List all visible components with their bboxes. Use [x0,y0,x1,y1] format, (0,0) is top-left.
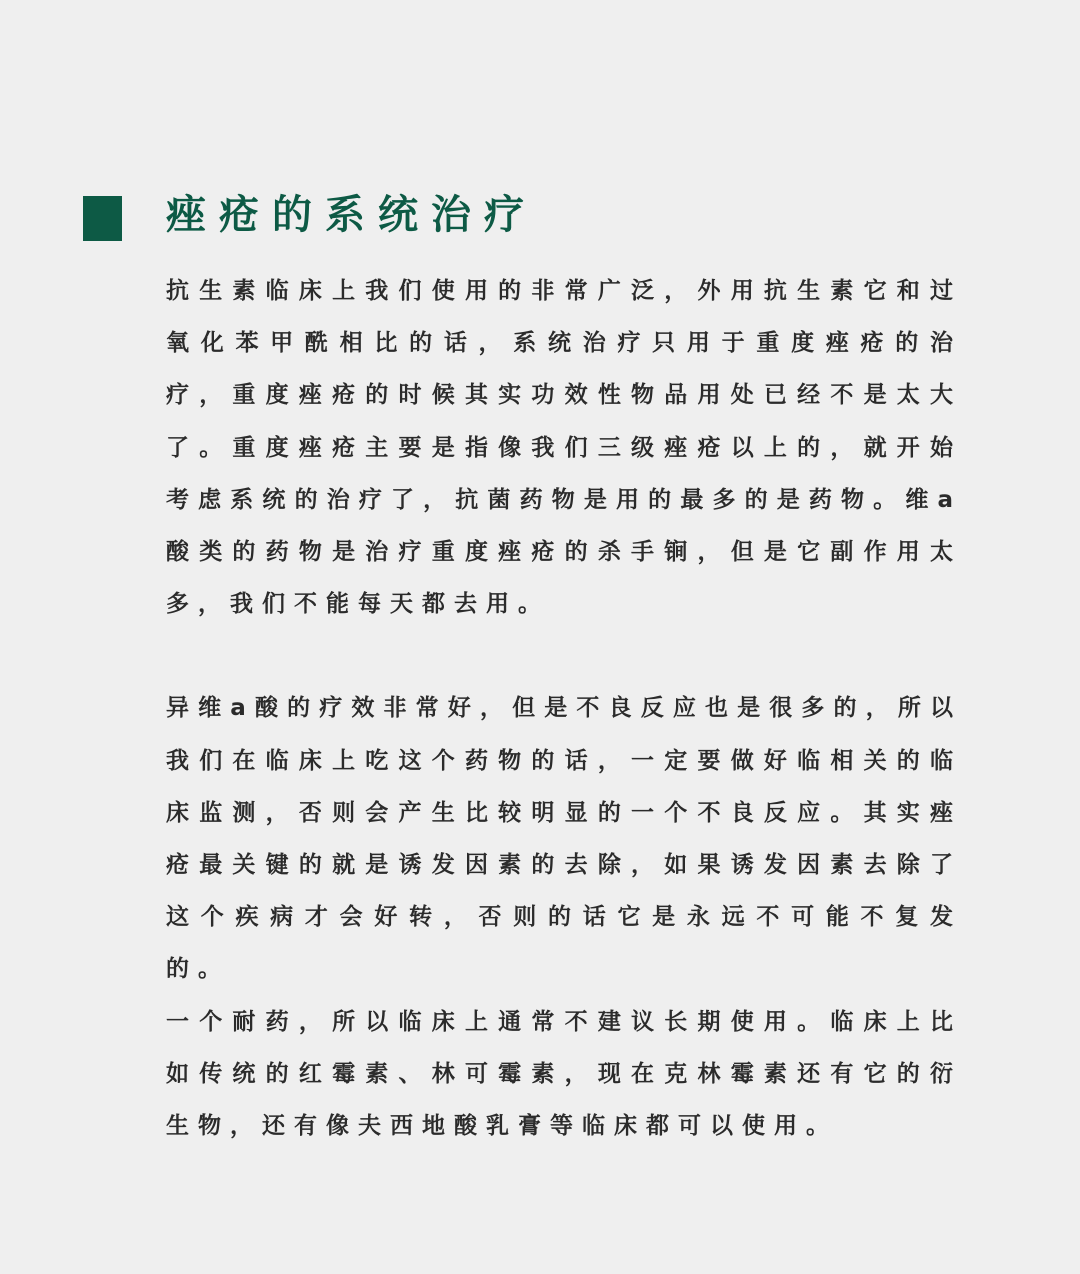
paragraph-antibiotics: 抗生素临床上我们使用的非常广泛，外用抗生素它和过氧化苯甲酰相比的话，系统治疗只用于重度痤疮的治疗，重度痤疮的时候其实功效性物品用处已经不是太大了。重度痤疮主要是指像我们三级痤疮以上的，就开始考虑系统的治疗了，抗菌药物是用的最多的是药物。维a酸类的药物是治疗重度痤疮的杀手锏，但是它副作用太多，我们不能每天都去用。 [166,278,962,618]
section-marker [83,196,122,241]
paragraph-resistance: 一个耐药，所以临床上通常不建议长期使用。临床上比如传统的红霉素、林可霉素，现在克林霉素还有它的衍生物，还有像夫西地酸乳膏等临床都可以使用。 [166,1008,962,1140]
paragraph-isotretinoin: 异维a酸的疗效非常好，但是不良反应也是很多的，所以我们在临床上吃这个药物的话，一定要做好临相关的临床监测，否则会产生比较明显的一个不良反应。其实痤疮最关键的就是诱发因素的去除，如果诱发因素去除了这个疾病才会好转，否则的话它是永远不可能不复发的。 [166,695,962,983]
section-title: 痤疮的系统治疗 [166,192,537,238]
paragraph-spacer [166,630,962,682]
article-body [166,265,962,1152]
